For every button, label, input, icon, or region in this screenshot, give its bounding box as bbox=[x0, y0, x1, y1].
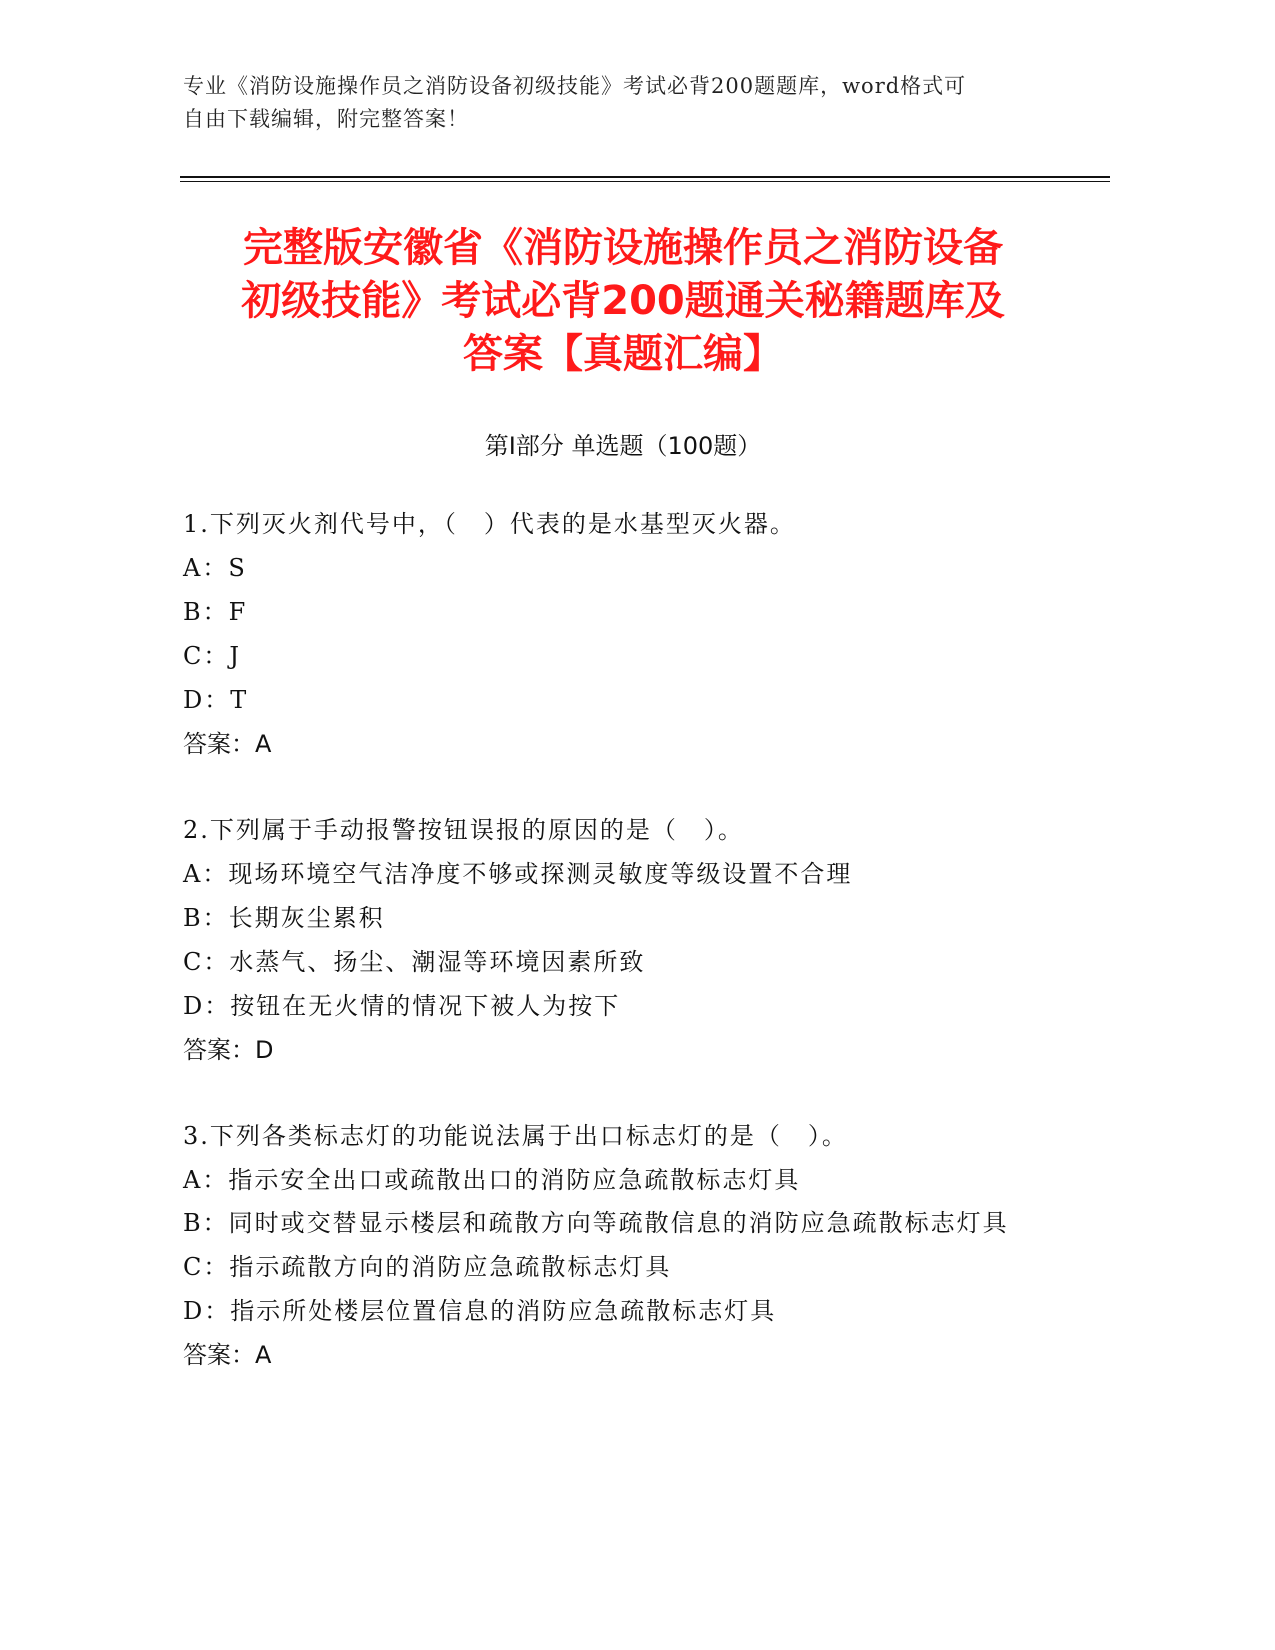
question-2 bbox=[183, 808, 1063, 1072]
answer: 答案：A bbox=[183, 1341, 272, 1369]
title-line-2: 初级技能》考试必背200题通关秘籍题库及 bbox=[241, 278, 1005, 324]
option-a: A：指示安全出口或疏散出口的消防应急疏散标志灯具 bbox=[183, 1166, 801, 1194]
document-title bbox=[183, 222, 1063, 381]
option-a: A：S bbox=[183, 554, 247, 582]
answer: 答案：A bbox=[183, 730, 272, 758]
option-a: A：现场环境空气洁净度不够或探测灵敏度等级设置不合理 bbox=[183, 860, 853, 888]
question-stem: 1.下列灭火剂代号中，（ ）代表的是水基型灭火器。 bbox=[183, 510, 796, 538]
option-b: B：F bbox=[183, 598, 248, 626]
option-b: B：长期灰尘累积 bbox=[183, 904, 385, 932]
header-divider-thin bbox=[180, 181, 1110, 182]
header-note bbox=[183, 70, 1043, 136]
option-d: D：指示所处楼层位置信息的消防应急疏散标志灯具 bbox=[183, 1297, 777, 1325]
option-d: D：按钮在无火情的情况下被人为按下 bbox=[183, 992, 621, 1020]
question-1 bbox=[183, 502, 1063, 766]
option-c: C：J bbox=[183, 642, 241, 670]
header-note-line-2: 自由下载编辑，附完整答案！ bbox=[183, 107, 469, 131]
question-stem: 2.下列属于手动报警按钮误报的原因的是（ ）。 bbox=[183, 816, 744, 844]
option-b: B：同时或交替显示楼层和疏散方向等疏散信息的消防应急疏散标志灯具 bbox=[183, 1209, 1009, 1237]
title-line-3: 答案【真题汇编】 bbox=[463, 331, 783, 377]
question-3 bbox=[183, 1114, 1063, 1377]
header-note-line-1: 专业《消防设施操作员之消防设备初级技能》考试必背200题题库，word格式可 bbox=[183, 74, 967, 98]
question-stem: 3.下列各类标志灯的功能说法属于出口标志灯的是（ ）。 bbox=[183, 1122, 848, 1150]
option-c: C：水蒸气、扬尘、潮湿等环境因素所致 bbox=[183, 948, 646, 976]
option-c: C：指示疏散方向的消防应急疏散标志灯具 bbox=[183, 1253, 672, 1281]
header-divider bbox=[180, 176, 1110, 178]
answer: 答案：D bbox=[183, 1036, 274, 1064]
title-line-1: 完整版安徽省《消防设施操作员之消防设备 bbox=[243, 225, 1003, 271]
section-heading: 第I部分 单选题（100题） bbox=[484, 432, 762, 460]
option-d: D：T bbox=[183, 686, 249, 714]
